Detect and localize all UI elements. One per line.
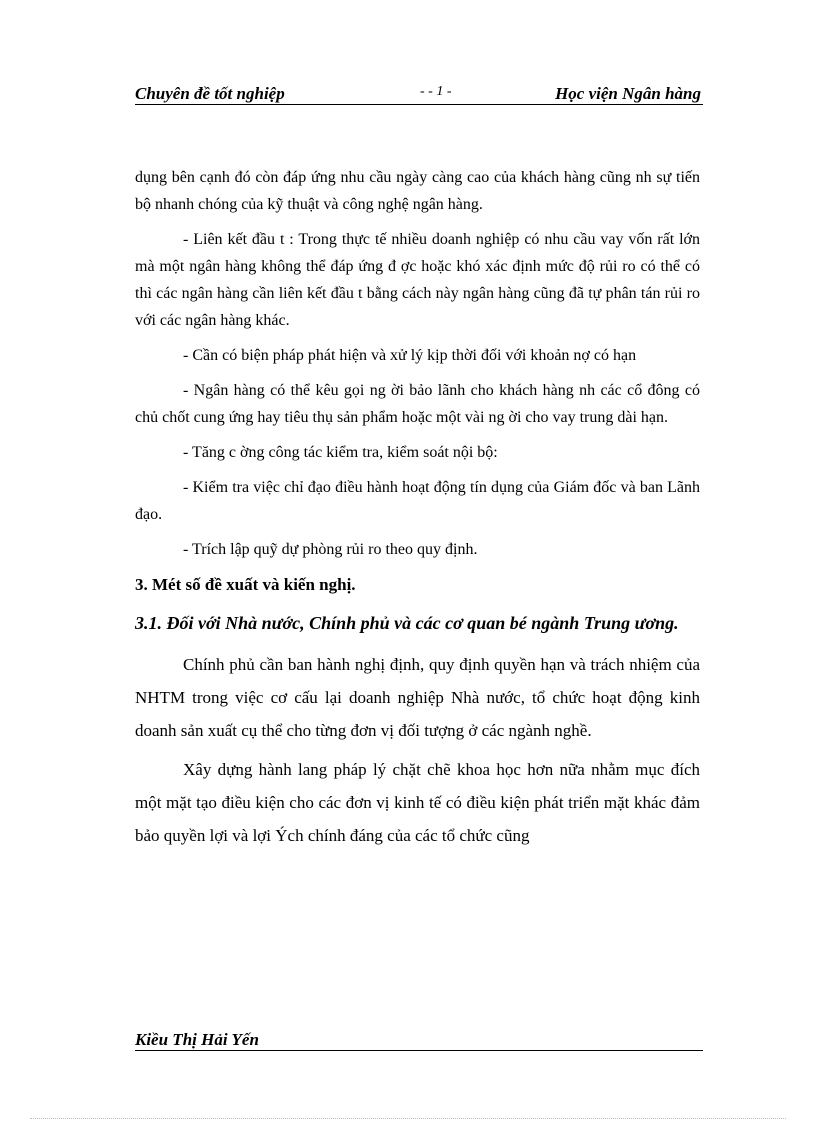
footer-author: Kiều Thị Hải Yến xyxy=(135,1030,259,1049)
paragraph: - Trích lập quỹ dự phòng rủi ro theo quy định. xyxy=(183,541,478,558)
paragraph: - Kiểm tra việc chỉ đạo điều hành hoạt động tín dụng của Giám đốc và ban Lãnh đạo. xyxy=(135,479,700,523)
paragraph: - Ngân hàng có thể kêu gọi ng ời bảo lãnh cho khách hàng nh các cổ đông có chủ chốt cung ứng hay tiêu thụ sản phẩm hoặc một vài ng ời cho vay trung dài hạn. xyxy=(135,382,700,426)
page-edge-divider xyxy=(30,1118,786,1119)
header-page-number: - - 1 - xyxy=(420,84,452,99)
paragraph: dụng bên cạnh đó còn đáp ứng nhu cầu ngày càng cao của khách hàng cũng nh sự tiến bộ nhanh chóng của kỹ thuật và công nghệ ngân hàng. xyxy=(135,169,700,213)
paragraph: Chính phủ cần ban hành nghị định, quy định quyền hạn và trách nhiệm của NHTM trong việc cơ cấu lại doanh nghiệp Nhà nước, tổ chức hoạt động kinh doanh sản xuất cụ thể cho từng đơn vị đối tượng ở các ngành nghề. xyxy=(135,655,700,740)
paragraph: - Cần có biện pháp phát hiện và xử lý kịp thời đối với khoản nợ có hạn xyxy=(183,347,637,364)
header-thesis-title: Chuyên đề tốt nghiệp xyxy=(135,84,285,103)
paragraph: - Tăng c ờng công tác kiểm tra, kiểm soát nội bộ: xyxy=(183,444,498,461)
header-institution: Học viện Ngân hàng xyxy=(555,84,701,103)
section-heading: 3. Mét số đề xuất và kiến nghị. xyxy=(135,575,356,594)
page-header xyxy=(135,84,703,105)
subsection-heading: 3.1. Đối với Nhà nước, Chính phủ và các cơ quan bé ngành Trung ương. xyxy=(135,613,679,633)
paragraph: - Liên kết đầu t : Trong thực tế nhiều doanh nghiệp có nhu cầu vay vốn rất lớn mà một ngân hàng không thể đáp ứng đ ợc hoặc khó xác định mức độ rủi ro có thể có thì các ngân hàng cần liên kết đầu t bằng cách này ngân hàng cũng đã tự phân tán rủi ro với các ngân hàng khác. xyxy=(135,231,700,329)
document-body xyxy=(135,164,700,858)
page-footer xyxy=(135,1030,703,1051)
paragraph: Xây dựng hành lang pháp lý chặt chẽ khoa học hơn nữa nhằm mục đích một mặt tạo điều kiện cho các đơn vị kinh tế có điều kiện phát triển mặt khác đảm bảo quyền lợi và lợi Ých chính đáng của các tổ chức cũng xyxy=(135,760,700,845)
